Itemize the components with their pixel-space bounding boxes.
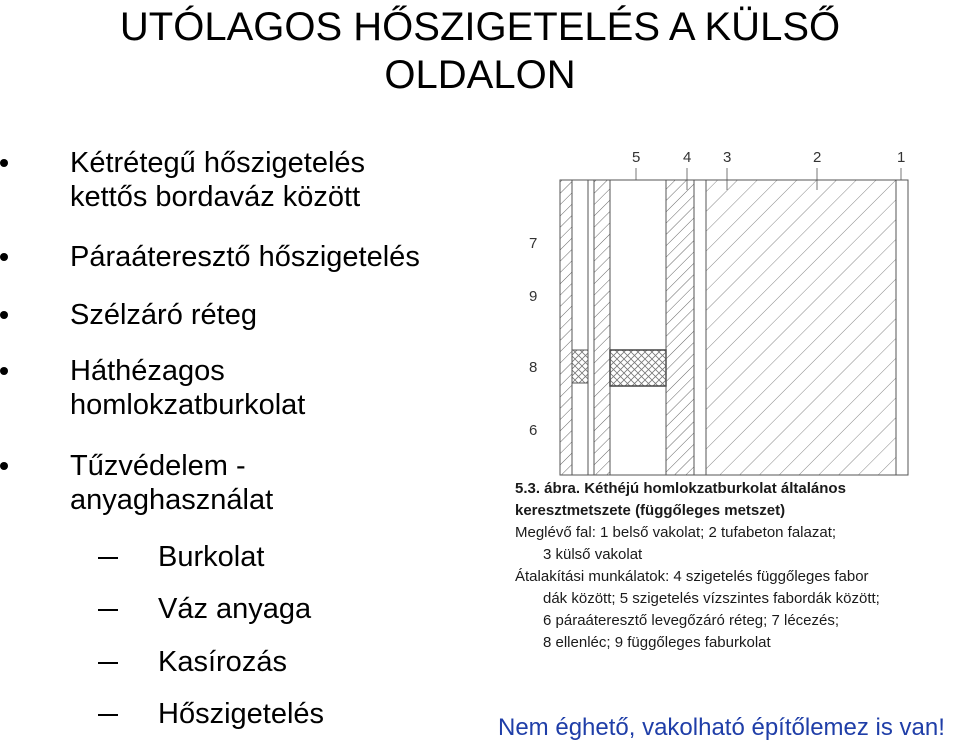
layer-inner-plaster bbox=[896, 180, 908, 475]
bullet-line: Tűzvédelem - bbox=[70, 450, 246, 482]
layer-membrane bbox=[588, 180, 594, 475]
bullet-text bbox=[70, 354, 305, 422]
dash-icon bbox=[98, 714, 118, 716]
layer-counter-batten bbox=[572, 350, 588, 383]
bullet-dot-icon bbox=[0, 253, 8, 261]
label-number: 8 bbox=[529, 359, 538, 376]
bullet-text bbox=[70, 449, 273, 517]
layer-batten-detail bbox=[610, 350, 666, 386]
label-number: 1 bbox=[897, 149, 906, 166]
bullet-text: Szélzáró réteg bbox=[70, 299, 257, 331]
sub-item-text: Hőszigetelés bbox=[158, 698, 325, 730]
bullet-line: Háthézagos bbox=[70, 355, 225, 387]
dash-icon bbox=[98, 609, 118, 611]
wall-section-figure bbox=[505, 135, 960, 665]
sub-item-text: Váz anyaga bbox=[158, 593, 312, 625]
label-number: 6 bbox=[529, 422, 538, 439]
bullet-text: Páraáteresztő hőszigetelés bbox=[70, 241, 420, 273]
title-line-2: OLDALON bbox=[384, 53, 576, 97]
caption-line: 6 páraáteresztő levegőzáró réteg; 7 lécezés; bbox=[543, 612, 840, 629]
wall-section-drawing bbox=[505, 135, 960, 665]
bullet-dot-icon bbox=[0, 367, 8, 375]
sub-item-text: Burkolat bbox=[158, 541, 265, 573]
label-number: 4 bbox=[683, 149, 692, 166]
bullet-dot-icon bbox=[0, 311, 8, 319]
layer-air-gap bbox=[572, 180, 588, 475]
dash-icon bbox=[98, 557, 118, 559]
layer-outer-plaster bbox=[694, 180, 706, 475]
bullet-dot-icon bbox=[0, 462, 8, 470]
caption-line: keresztmetszete (függőleges metszet) bbox=[515, 502, 786, 519]
note-text: Nem éghető, vakolható építőlemez is van! bbox=[498, 714, 945, 741]
caption-line: dák között; 5 szigetelés vízszintes fabordák között; bbox=[543, 590, 880, 607]
dash-icon bbox=[98, 662, 118, 664]
sub-item-text: Kasírozás bbox=[158, 646, 287, 678]
layer-insulation-ribs bbox=[666, 180, 694, 475]
layer-insulation-vertical bbox=[610, 180, 666, 475]
caption-line: 8 ellenléc; 9 függőleges faburkolat bbox=[543, 634, 771, 651]
caption-line: Átalakítási munkálatok: 4 szigetelés függőleges fabor bbox=[515, 568, 869, 585]
layer-masonry bbox=[706, 180, 896, 475]
bullet-dot-icon bbox=[0, 159, 8, 167]
caption-line: 3 külső vakolat bbox=[543, 546, 643, 563]
label-number: 3 bbox=[723, 149, 732, 166]
label-number: 5 bbox=[632, 149, 641, 166]
bullet-line: anyaghasználat bbox=[70, 484, 274, 516]
label-number: 7 bbox=[529, 235, 538, 252]
label-number: 2 bbox=[813, 149, 822, 166]
bullet-line: Kétrétegű hőszigetelés bbox=[70, 147, 366, 179]
layer-cladding bbox=[560, 180, 572, 475]
bullet-line: homlokzatburkolat bbox=[70, 389, 306, 421]
bullet-text bbox=[70, 146, 365, 214]
caption-line: 5.3. ábra. Kéthéjú homlokzatburkolat általános bbox=[515, 480, 846, 497]
caption-line: Meglévő fal: 1 belső vakolat; 2 tufabeton falazat; bbox=[515, 524, 837, 541]
layer-insulation-horizontal bbox=[594, 180, 610, 475]
title-line-1: UTÓLAGOS HŐSZIGETELÉS A KÜLSŐ bbox=[119, 5, 841, 49]
figure-caption bbox=[515, 480, 880, 651]
bullet-line: kettős bordaváz között bbox=[70, 181, 361, 213]
label-number: 9 bbox=[529, 288, 538, 305]
